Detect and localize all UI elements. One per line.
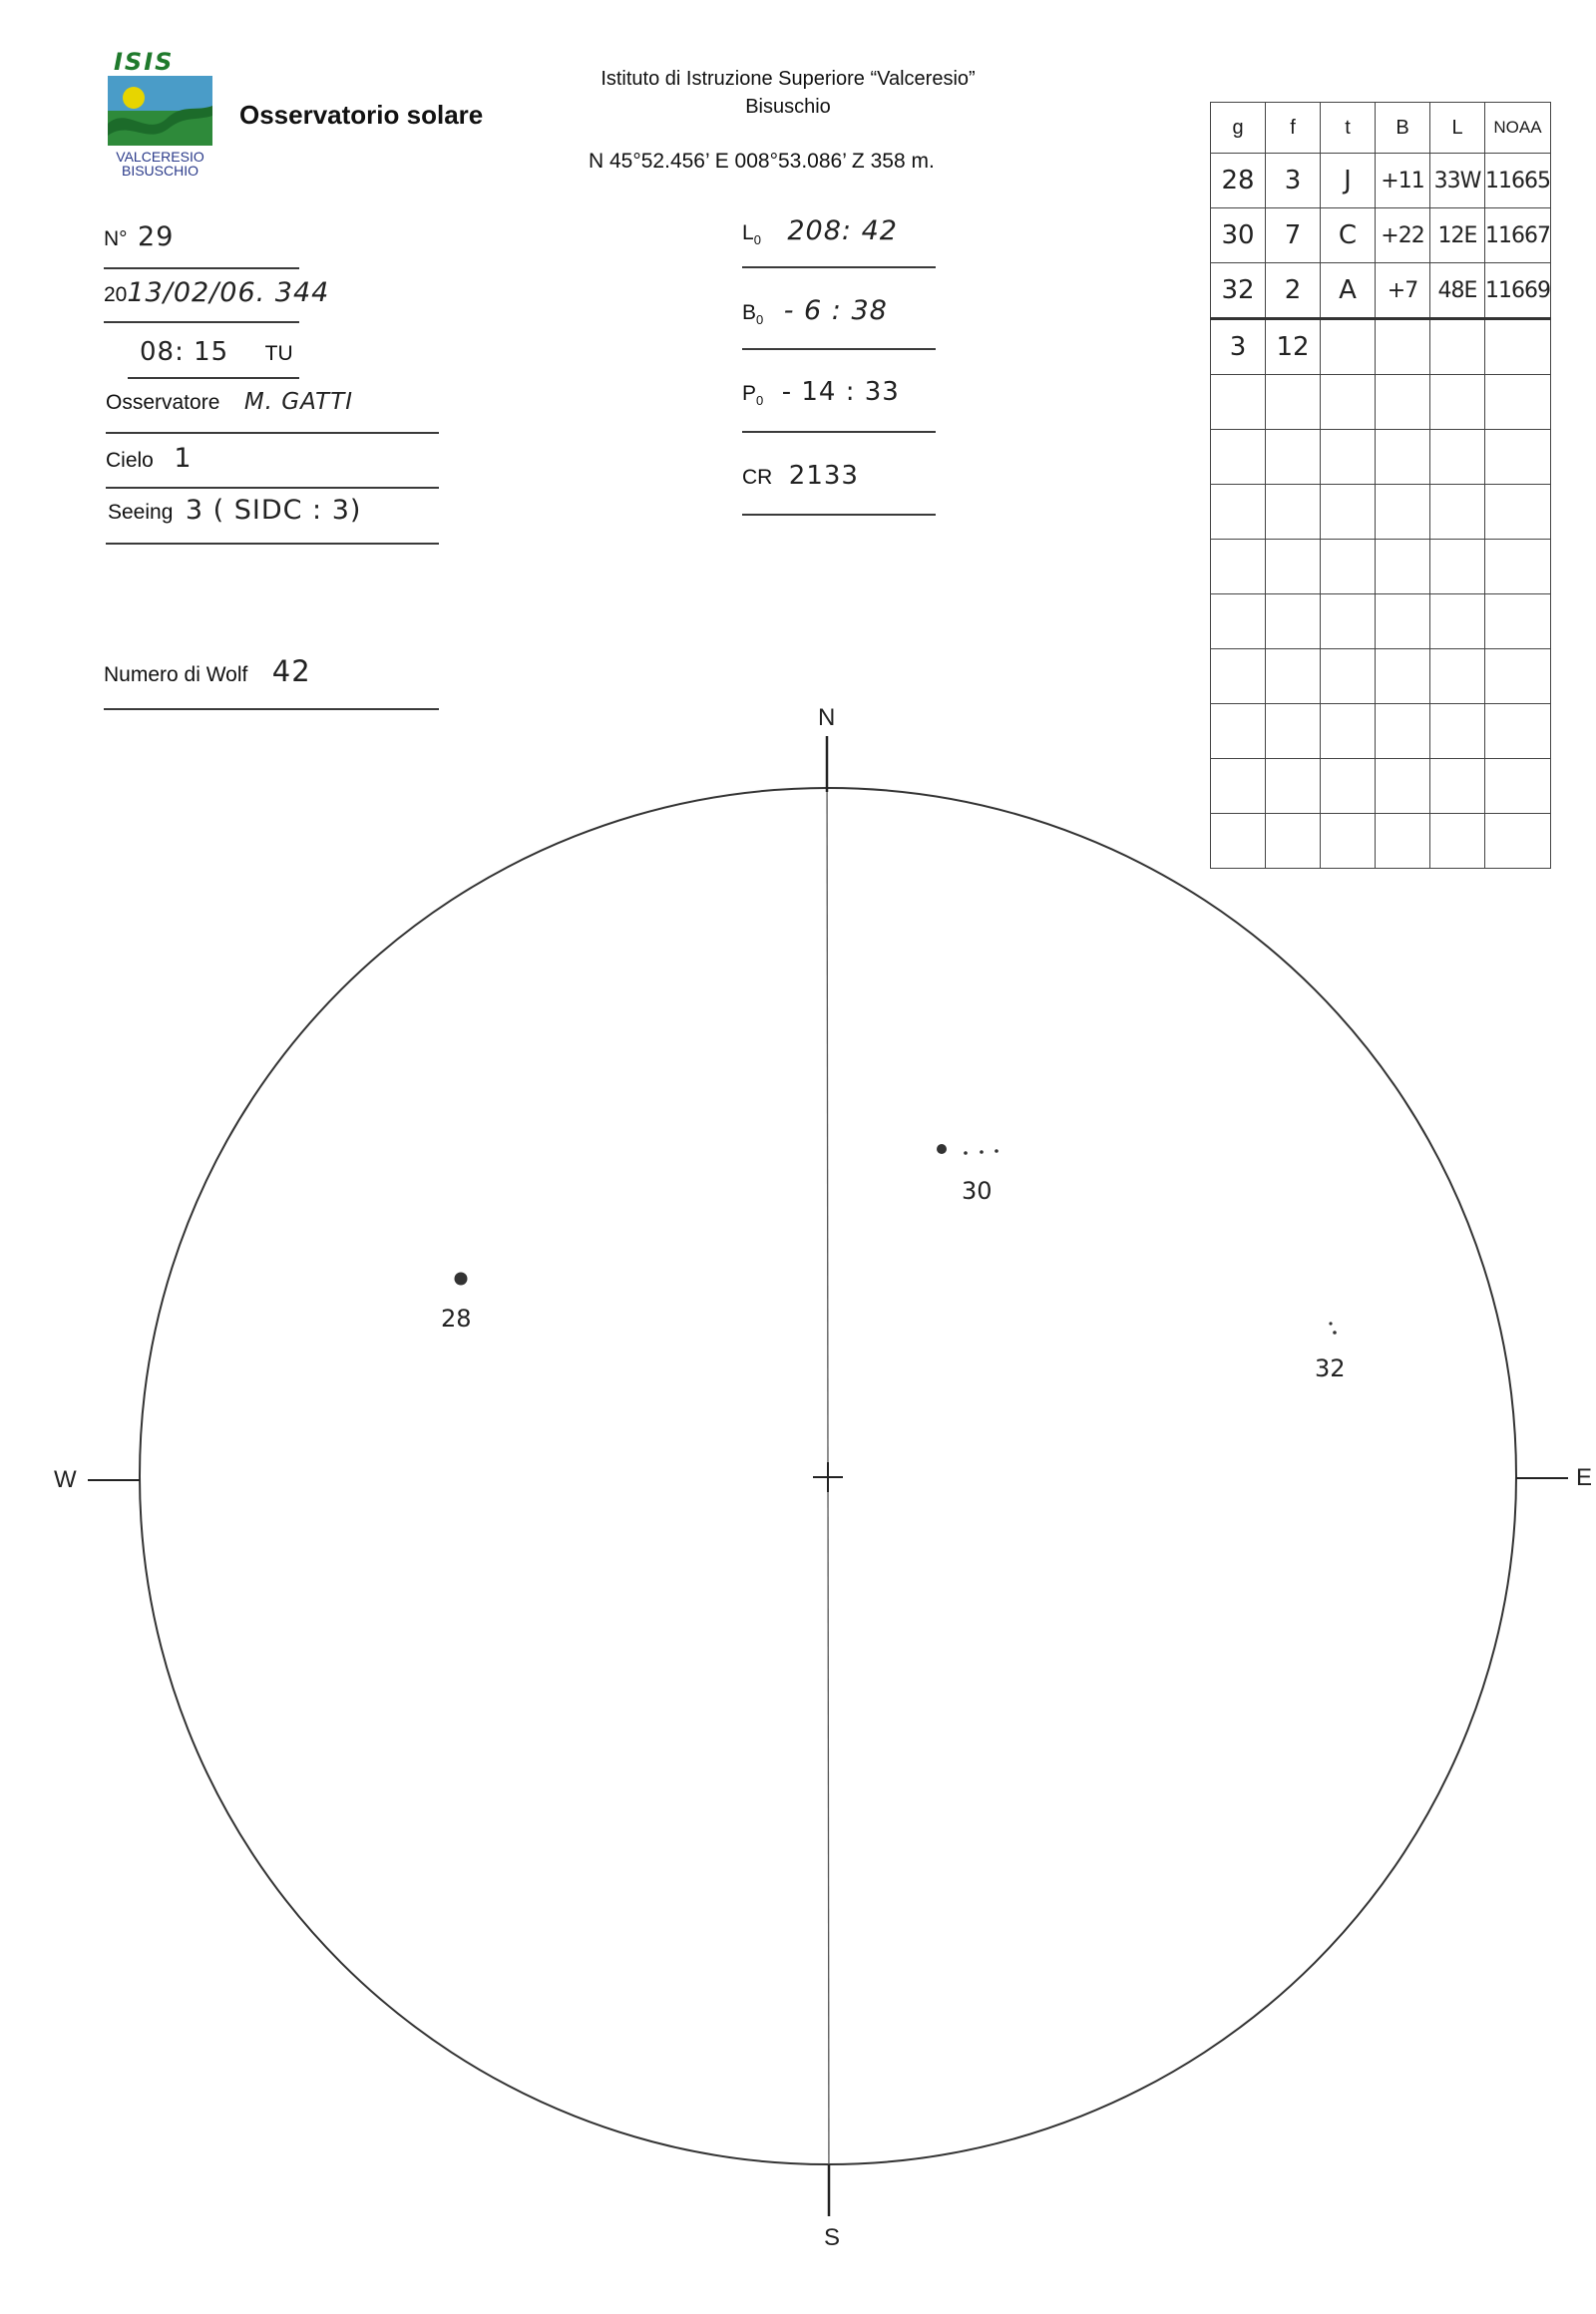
- table-cell-t: C: [1321, 208, 1376, 263]
- table-cell-t: [1321, 430, 1376, 485]
- table-cell-f: [1266, 594, 1321, 649]
- logo-emblem-icon: [108, 76, 212, 146]
- table-row: [1211, 319, 1551, 375]
- sunspot-30-f3: [995, 1149, 998, 1153]
- sky-label: Cielo: [106, 449, 154, 472]
- table-cell-f: 3: [1266, 154, 1321, 208]
- table-cell-noaa: [1485, 540, 1551, 594]
- table-cell-noaa: [1485, 319, 1551, 375]
- table-cell-noaa: [1485, 649, 1551, 704]
- table-cell-t: [1321, 540, 1376, 594]
- table-cell-g: [1211, 485, 1266, 540]
- field-seeing: [108, 495, 361, 526]
- direction-west: W: [54, 1466, 77, 1493]
- table-cell-g: [1211, 649, 1266, 704]
- table-cell-g: 28: [1211, 154, 1266, 208]
- table-cell-b: [1376, 430, 1430, 485]
- b0-value: - 6 : 38: [783, 295, 888, 326]
- header-cell-noaa: NOAA: [1485, 103, 1551, 154]
- logo-brand: ISIS: [114, 48, 175, 76]
- table-cell-b: +11: [1376, 154, 1430, 208]
- institute-name: Istituto di Istruzione Superiore “Valceresio”: [600, 68, 976, 90]
- field-wolf: [104, 654, 311, 688]
- logo-sub-line2: BISUSCHIO: [121, 163, 199, 179]
- l0-label: $L_0$: [742, 221, 761, 248]
- table-cell-g: [1211, 540, 1266, 594]
- rule-p0: [742, 431, 936, 433]
- institute-town: Bisuschio: [745, 96, 831, 118]
- table-cell-l: 48E: [1430, 263, 1485, 319]
- rule-sky: [106, 487, 439, 489]
- rule-observer: [106, 432, 439, 434]
- table-cell-b: +7: [1376, 263, 1430, 319]
- table-cell-g: [1211, 430, 1266, 485]
- table-cell-f: [1266, 375, 1321, 430]
- seeing-label: Seeing: [108, 501, 174, 524]
- table-cell-l: [1430, 375, 1485, 430]
- logo: [108, 48, 212, 183]
- sky-value: 1: [174, 443, 193, 474]
- header-cell-g: g: [1211, 103, 1266, 154]
- l0-value: 208: 42: [787, 215, 898, 246]
- field-date: [104, 277, 329, 308]
- direction-east: E: [1576, 1464, 1593, 1491]
- table-cell-noaa: [1485, 430, 1551, 485]
- table-cell-b: [1376, 319, 1430, 375]
- table-cell-t: [1321, 319, 1376, 375]
- rule-l0: [742, 266, 936, 268]
- rule-seeing: [106, 543, 439, 545]
- sunspot-32-a: [1329, 1322, 1332, 1325]
- table-cell-t: [1321, 485, 1376, 540]
- date-prefix: 20: [104, 283, 128, 306]
- table-cell-noaa: 11665: [1485, 154, 1551, 208]
- table-cell-b: [1376, 649, 1430, 704]
- sunspot-30-leader: [937, 1144, 947, 1154]
- b0-label: $B_0$: [742, 301, 764, 328]
- cr-label: CR: [742, 466, 773, 489]
- table-cell-t: [1321, 649, 1376, 704]
- p0-value: - 14 : 33: [781, 377, 900, 407]
- table-cell-noaa: 11667: [1485, 208, 1551, 263]
- sunspot-28: [455, 1273, 468, 1286]
- table-cell-g: 30: [1211, 208, 1266, 263]
- table-cell-g: 3: [1211, 319, 1266, 375]
- field-time: [140, 337, 293, 367]
- table-cell-l: 33W: [1430, 154, 1485, 208]
- time-unit: TU: [264, 342, 293, 365]
- table-cell-b: [1376, 485, 1430, 540]
- field-observer: [106, 389, 353, 415]
- table-row: [1211, 430, 1551, 485]
- table-cell-f: [1266, 649, 1321, 704]
- seeing-value: 3 ( SIDC : 3): [185, 495, 362, 526]
- direction-south: S: [824, 2224, 841, 2251]
- table-cell-noaa: [1485, 375, 1551, 430]
- field-number: [104, 221, 174, 252]
- header-cell-f: f: [1266, 103, 1321, 154]
- header-cell-b: B: [1376, 103, 1430, 154]
- table-cell-t: A: [1321, 263, 1376, 319]
- table-cell-g: [1211, 375, 1266, 430]
- table-cell-noaa: 11669: [1485, 263, 1551, 319]
- table-cell-b: [1376, 594, 1430, 649]
- table-cell-noaa: [1485, 594, 1551, 649]
- table-row: [1211, 540, 1551, 594]
- table-cell-l: [1430, 649, 1485, 704]
- header-cell-t: t: [1321, 103, 1376, 154]
- field-l0: [742, 215, 898, 247]
- p0-label: $P_0$: [742, 382, 764, 409]
- group-label-32: 32: [1315, 1354, 1346, 1382]
- sunspot-30-f1: [964, 1151, 968, 1155]
- table-cell-l: [1430, 540, 1485, 594]
- table-cell-b: [1376, 375, 1430, 430]
- table-row: [1211, 154, 1551, 208]
- table-cell-t: [1321, 375, 1376, 430]
- direction-north: N: [818, 704, 836, 731]
- observer-label: Osservatore: [106, 391, 220, 414]
- table-cell-l: [1430, 319, 1485, 375]
- table-cell-noaa: [1485, 485, 1551, 540]
- table-row: [1211, 594, 1551, 649]
- rule-number: [104, 267, 299, 269]
- field-sky: [106, 443, 193, 474]
- table-cell-f: 7: [1266, 208, 1321, 263]
- table-cell-b: [1376, 540, 1430, 594]
- table-header-row: [1211, 103, 1551, 154]
- field-p0: [742, 377, 900, 408]
- table-cell-l: 12E: [1430, 208, 1485, 263]
- sunspot-32-b: [1333, 1331, 1337, 1335]
- observatory-title: Osservatorio solare: [239, 100, 484, 130]
- table-cell-g: [1211, 594, 1266, 649]
- table-row: [1211, 263, 1551, 319]
- table-cell-f: [1266, 540, 1321, 594]
- observer-value: M. GATTI: [243, 389, 354, 415]
- table-cell-t: [1321, 594, 1376, 649]
- rule-time: [128, 377, 299, 379]
- table-row: [1211, 485, 1551, 540]
- table-cell-f: [1266, 485, 1321, 540]
- time-value: 08: 15: [140, 337, 229, 367]
- table-cell-l: [1430, 485, 1485, 540]
- table-cell-f: [1266, 430, 1321, 485]
- header-cell-l: L: [1430, 103, 1485, 154]
- rule-date: [104, 321, 299, 323]
- wolf-value: 42: [271, 654, 311, 688]
- rule-b0: [742, 348, 936, 350]
- number-label: N°: [104, 227, 128, 250]
- group-label-28: 28: [441, 1305, 472, 1333]
- logo-sub-line1: VALCERESIO: [116, 149, 204, 165]
- field-cr: [742, 461, 859, 491]
- number-value: 29: [138, 221, 175, 252]
- field-b0: [742, 295, 888, 327]
- table-row: [1211, 649, 1551, 704]
- table-cell-l: [1430, 430, 1485, 485]
- cr-value: 2133: [788, 461, 859, 491]
- sunspot-30-f2: [980, 1150, 984, 1154]
- date-value: 13/02/06. 344: [127, 277, 330, 308]
- group-label-30: 30: [962, 1177, 993, 1205]
- table-row: [1211, 208, 1551, 263]
- solar-disk-drawing: [0, 698, 1596, 2294]
- table-cell-f: 12: [1266, 319, 1321, 375]
- table-cell-g: 32: [1211, 263, 1266, 319]
- table-row: [1211, 375, 1551, 430]
- table-cell-t: J: [1321, 154, 1376, 208]
- table-cell-f: 2: [1266, 263, 1321, 319]
- site-coordinates: N 45°52.456’ E 008°53.086’ Z 358 m.: [589, 150, 935, 173]
- rule-cr: [742, 514, 936, 516]
- table-cell-l: [1430, 594, 1485, 649]
- table-cell-b: +22: [1376, 208, 1430, 263]
- wolf-label: Numero di Wolf: [104, 663, 248, 686]
